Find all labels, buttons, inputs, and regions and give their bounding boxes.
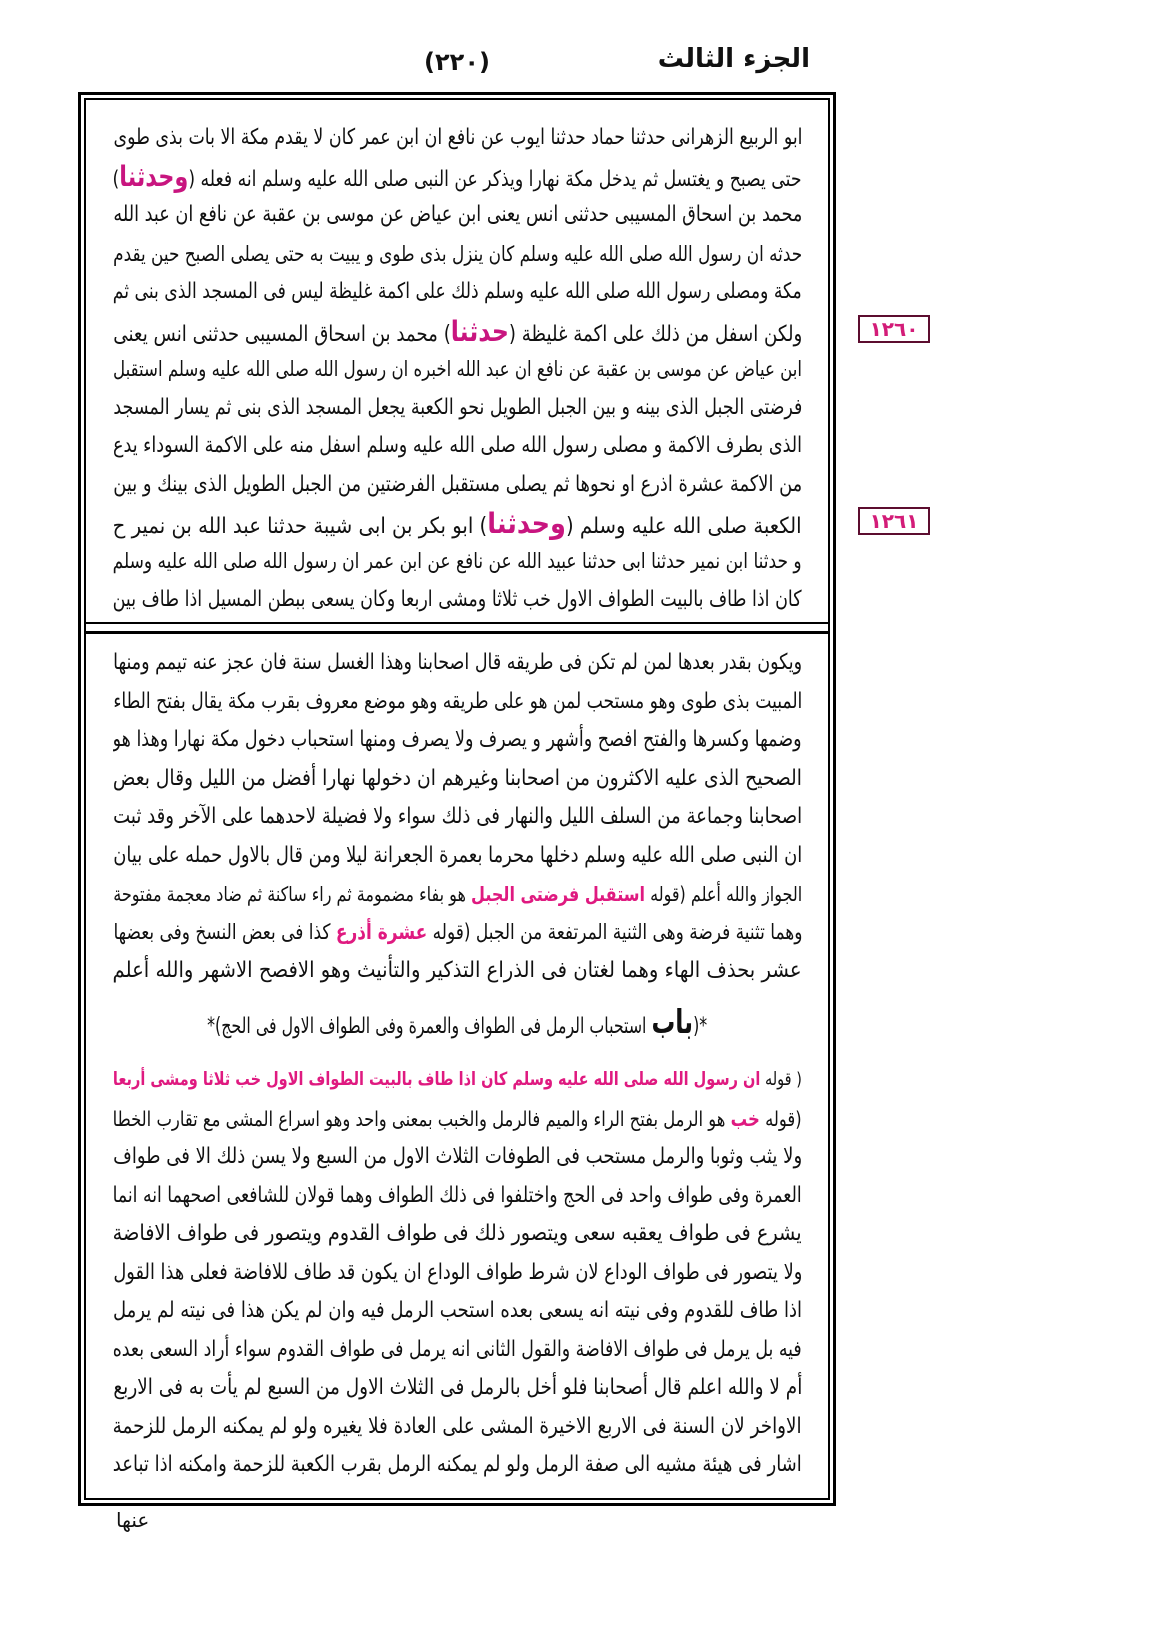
commentary-line (113, 721, 802, 760)
commentary-line-text (113, 1408, 802, 1447)
text-run: حتى يصبح و يغتسل ثم يدخل مكة نهارا ويذكر عن النبى صلى الله عليه وسلم انه فعله ( (188, 166, 802, 192)
page-number: (٢٢٠) (424, 48, 490, 76)
commentary-line-text (113, 1177, 802, 1216)
commentary-line (113, 1254, 802, 1293)
commentary-line (113, 1292, 802, 1331)
text-run: يشرع فى طواف يعقبه سعى ويتصور ذلك فى طواف القدوم ويتصور فى طواف الافاضة (113, 1221, 802, 1246)
hadith-line-text (113, 196, 802, 235)
text-run: وهما تثنية فرضة وهى الثنية المرتفعة من الجبل (قوله (426, 919, 802, 945)
text-run: هو الرمل بفتح الراء والميم فالرمل والخبب بمعنى واحد وهو اسراع المشى مع تقارب الخطا (113, 1106, 732, 1131)
text-run: وضمها وكسرها والفتح افصح وأشهر و يصرف ولا يصرف ومنها استحباب دخول مكة نهارا وهذا هو (113, 727, 802, 752)
text-run: أم لا والله اعلم قال أصحابنا فلو أخل بالرمل فى الثلاث الاول من السبع لم يأت به فى الاربع (113, 1375, 802, 1400)
commentary-line-text (113, 1446, 802, 1485)
narration-marker: وحدثنا (487, 506, 567, 540)
hadith-line (113, 158, 802, 197)
commentary-line-text (113, 1331, 802, 1370)
text-run: ) محمد بن اسحاق المسيبى حدثنى انس يعنى (113, 321, 451, 347)
text-run: فيه بل يرمل فى طواف الافاضة والقول الثانى انه يرمل فى طواف القدوم سواء أراد السعى بعده (113, 1336, 802, 1362)
hadith-line (113, 466, 802, 505)
commentary-line-text (113, 952, 802, 991)
text-run: ويكون بقدر بعدها لمن لم تكن فى طريقه قال اصحابنا وهذا الغسل سنة فان عجز عنه تيمم ومنها (113, 650, 802, 675)
narration-marker: وحدثنا (119, 159, 189, 193)
text-run: ولا يتصور فى طواف الوداع لان شرط طواف الوداع ان يكون قد طاف للافاضة فعلى هذا القول (113, 1259, 802, 1285)
text-run: كان اذا طاف بالبيت الطواف الاول خب ثلاثا ومشى اربعا وكان يسعى ببطن المسيل اذا طاف بين (113, 587, 802, 612)
commentary-line (113, 952, 802, 991)
hadith-line-text (113, 466, 802, 505)
chapter-heading-text (207, 1003, 707, 1042)
commentary-line-text (113, 875, 802, 914)
commentary-line (113, 1061, 802, 1100)
hadith-line (113, 427, 802, 466)
quoted-lemma: خب (731, 1106, 761, 1131)
text-run: ابن عياض عن موسى بن عقبة عن نافع ان عبد الله اخبره ان رسول الله صلى الله عليه وسلم استقبل (113, 357, 802, 381)
commentary-line-text (113, 837, 802, 876)
text-run: ابو الربيع الزهرانى حدثنا حماد حدثنا ايوب عن نافع ان ابن عمر كان لا يقدم مكة الا بات بذى طوى (113, 125, 802, 150)
commentary-line-text (113, 1292, 802, 1331)
hadith-line (113, 312, 802, 351)
commentary-block (113, 1061, 802, 1485)
commentary-line (113, 683, 802, 722)
hadith-line-text (113, 119, 802, 158)
text-run: ولكن اسفل من ذلك على اكمة غليظة ( (508, 321, 802, 347)
hadith-line (113, 235, 802, 274)
text-run: ( قوله (760, 1069, 802, 1090)
text-run: حدثه ان رسول الله صلى الله عليه وسلم كان ينزل بذى طوى و يبيت به حتى يصلى الصبح حين يقدم (113, 240, 802, 266)
commentary-line-text (113, 798, 802, 837)
commentary-line (113, 1446, 802, 1485)
commentary-line-text (113, 1369, 802, 1408)
commentary-line (113, 1100, 802, 1139)
commentary-line (113, 1215, 802, 1254)
text-run: (قوله (760, 1106, 802, 1131)
commentary-line (113, 1331, 802, 1370)
hadith-line-text (113, 543, 802, 582)
text-run: من الاكمة عشرة اذرع او نحوها ثم يصلى مستقبل الفرضتين من الجبل الطويل الذى بينك و بين (113, 471, 802, 497)
text-run: ولا يثب وثوبا والرمل مستحب فى الطوفات الثلاث الاول من السبع ولا يسن ذلك الا فى طواف (113, 1144, 802, 1169)
commentary-line (113, 1138, 802, 1177)
commentary-line-text (113, 644, 802, 683)
chapter-heading (113, 1003, 802, 1042)
commentary-block (113, 644, 802, 991)
hadith-line-text (113, 312, 802, 351)
hadith-line (113, 543, 802, 582)
commentary-line-text (113, 1100, 802, 1139)
commentary-line-text (113, 721, 802, 760)
text-run: ان النبى صلى الله عليه وسلم دخلها محرما بعمرة الجعرانة ليلا ومن قال بالاول حمله على بيان (113, 842, 802, 868)
quoted-lemma: استقبل فرضتى الجبل (470, 882, 645, 906)
commentary-line (113, 837, 802, 876)
commentary-line-text (113, 760, 802, 799)
text-run: اصحابنا وجماعة من السلف الليل والنهار فى ذلك سواء ولا فضيلة لاحدهما على الآخر وقد ثبت (113, 804, 802, 829)
text-run: الكعبة صلى الله عليه وسلم ( (566, 514, 802, 539)
commentary-panel (86, 634, 828, 1498)
hadith-line-text (113, 581, 802, 620)
commentary-line-text (113, 1061, 802, 1100)
text-run: *( (693, 1014, 708, 1039)
commentary-line-text (113, 683, 802, 722)
commentary-line-text (113, 1254, 802, 1293)
hadith-line (113, 350, 802, 389)
hadith-number-badge: ١٢٦١ (858, 507, 930, 535)
commentary-line (113, 875, 802, 914)
text-run: ) (113, 166, 120, 192)
text-run: العمرة وفى طواف واحد فى الحج واختلفوا فى ذلك الطواف وهما قولان للشافعى اصحهما انه انما (113, 1182, 802, 1208)
text-run: و حدثنا ابن نمير حدثنا ابى حدثنا عبيد الله عن نافع عن ابن عمر ان رسول الله صلى الله عليه وسلم (113, 548, 802, 574)
hadith-line-text (113, 427, 802, 466)
text-run: الجواز والله أعلم (قوله (644, 882, 802, 906)
text-run: مكة ومصلى رسول الله صلى الله عليه وسلم ذلك على اكمة غليظة ليس فى المسجد الذى بنى ثم (113, 279, 802, 304)
narration-marker: حدثنا (450, 313, 509, 348)
panel-divider (86, 622, 828, 634)
commentary-line-text (113, 1215, 802, 1254)
text-run: استحباب الرمل فى الطواف والعمرة وفى الطواف الاول فى الحج)* (207, 1014, 652, 1039)
hadith-line (113, 389, 802, 428)
text-run: الاواخر لان السنة فى الاربع الاخيرة المشى على العادة فلا يغيره ولو لم يمكنه الرمل للزحمة (113, 1413, 802, 1439)
hadith-line-text (113, 504, 802, 543)
hadith-line (113, 119, 802, 158)
text-run: المبيت بذى طوى وهو مستحب لمن هو على طريقه وهو موضع معروف بقرب مكة يقال بفتح الطاء (113, 688, 802, 714)
text-run: كذا فى بعض النسخ وفى بعضها (113, 919, 336, 945)
hadith-line (113, 504, 802, 543)
text-run: اشار فى هيئة مشيه الى صفة الرمل ولو لم يمكنه الرمل بقرب الكعبة للزحمة وامكنه اذا تباعد (113, 1452, 802, 1477)
text-run: هو بفاء مضمومة ثم راء ساكنة ثم ضاد معجمة مفتوحة (113, 882, 471, 906)
quoted-lemma: عشرة أذرع (335, 919, 427, 945)
chapter-keyword: باب (651, 1003, 694, 1041)
page-frame (78, 92, 836, 1506)
hadith-line-text (113, 389, 802, 428)
commentary-line (113, 760, 802, 799)
text-run: ) ابو بكر بن ابى شيبة حدثنا عبد الله بن نمير ح (113, 514, 488, 539)
commentary-line (113, 1177, 802, 1216)
catchword: عنها (116, 1508, 150, 1532)
hadith-line-text (113, 350, 802, 389)
commentary-line (113, 798, 802, 837)
text-run: الصحيح الذى عليه الاكثرون من اصحابنا وغيرهم ان دخولها نهارا أفضل من الليل وقال بعض (113, 765, 802, 791)
commentary-line (113, 1408, 802, 1447)
commentary-line (113, 1369, 802, 1408)
text-run: الذى بطرف الاكمة و مصلى رسول الله صلى الله عليه وسلم اسفل منه على الاكمة السوداء يدع (113, 433, 802, 458)
hadith-text-panel (86, 100, 828, 622)
hadith-line (113, 273, 802, 312)
commentary-line-text (113, 1138, 802, 1177)
commentary-line (113, 914, 802, 953)
hadith-line-text (113, 158, 802, 197)
page-frame-inner (84, 98, 830, 1500)
text-run: فرضتى الجبل الذى بينه و بين الجبل الطويل نحو الكعبة يجعل المسجد الذى بنى ثم يسار المسجد (113, 394, 802, 420)
commentary-line-text (113, 914, 802, 953)
hadith-line-text (113, 235, 802, 274)
text-run: اذا طاف للقدوم وفى نيته انه يسعى بعده استحب الرمل فيه وان لم يكن هذا فى نيته لم يرمل (113, 1298, 802, 1323)
running-title: الجزء الثالث (657, 44, 810, 74)
quoted-lemma: ان رسول الله صلى الله عليه وسلم كان اذا طاف بالبيت الطواف الاول خب ثلاثا ومشى أربعا (113, 1069, 761, 1090)
text-run: محمد بن اسحاق المسيبى حدثنى انس يعنى ابن عياض عن موسى بن عقبة عن نافع ان عبد الله (113, 202, 802, 227)
text-run: عشر بحذف الهاء وهما لغتان فى الذراع التذكير والتأنيث وهو الافصح الاشهر والله أعلم (113, 958, 802, 983)
hadith-line (113, 581, 802, 620)
hadith-line-text (113, 273, 802, 312)
hadith-line (113, 196, 802, 235)
commentary-line (113, 644, 802, 683)
hadith-number-badge: ١٢٦٠ (858, 315, 930, 343)
